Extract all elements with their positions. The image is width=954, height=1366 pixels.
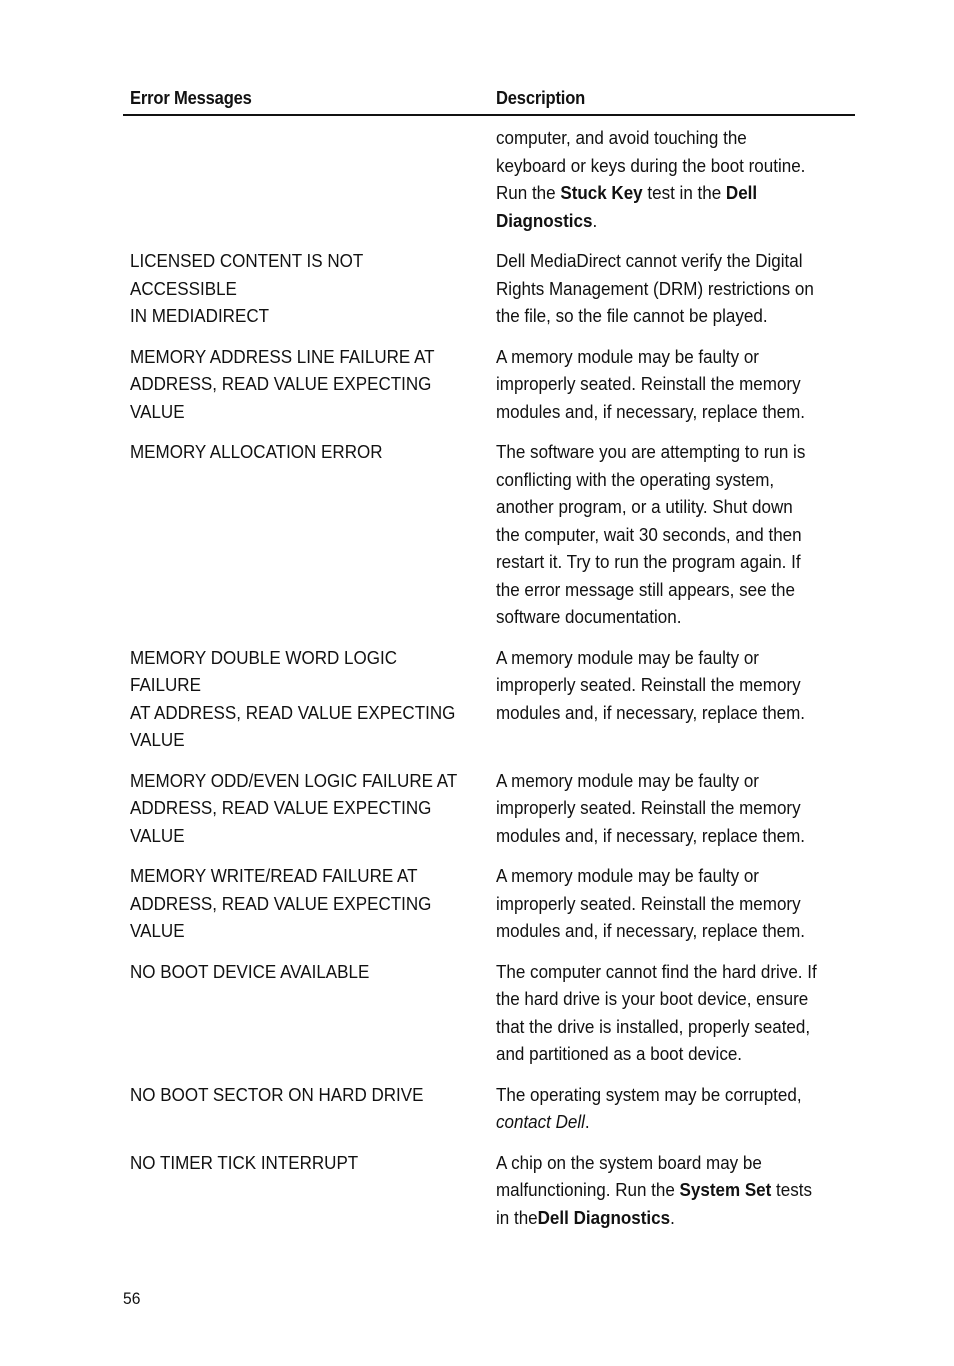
description-text: . <box>670 1206 675 1228</box>
description-text: tests in the <box>496 1179 813 1228</box>
error-message-cell: NO BOOT SECTOR ON HARD DRIVE <box>130 1083 424 1105</box>
header-cell-error-messages <box>123 84 489 114</box>
table-row <box>123 1149 855 1232</box>
table-header-row <box>123 84 855 116</box>
description-bold-text: Stuck Key <box>560 182 643 203</box>
description-cell <box>496 1149 826 1232</box>
description-cell <box>496 862 826 945</box>
error-message-cell: MEMORY ALLOCATION ERROR <box>130 441 383 462</box>
description-text: A chip on the system board may be malfunctioning. Run the <box>496 1151 762 1200</box>
table-row <box>123 862 855 945</box>
table-body <box>123 116 855 1231</box>
table-row <box>123 247 855 330</box>
error-messages-table <box>123 84 855 1244</box>
description-cell <box>496 958 826 1068</box>
description-text: computer, and avoid touching the keyboard or keys during the boot routine. Run the <box>496 127 806 203</box>
error-message-cell: NO BOOT DEVICE AVAILABLE <box>130 960 370 982</box>
description-cell <box>496 1081 826 1136</box>
description-text: The operating system may be corrupted, <box>496 1083 802 1105</box>
description-bold-text: System Set <box>679 1179 772 1200</box>
description-cell <box>496 247 826 330</box>
table-row <box>123 124 855 234</box>
description-text: test in the <box>642 182 726 203</box>
header-label-description: Description <box>496 88 586 108</box>
description-cell <box>496 767 826 850</box>
table-row <box>123 767 855 850</box>
description-text: A memory module may be faulty or improperly seated. Reinstall the memory modules and, if necessary, replace them. <box>496 769 806 846</box>
error-message-cell: MEMORY ADDRESS LINE FAILURE AT ADDRESS, READ VALUE EXPECTING VALUE <box>130 345 435 422</box>
description-text: A memory module may be faulty or improperly seated. Reinstall the memory modules and, if necessary, replace them. <box>496 646 806 723</box>
error-message-cell: MEMORY WRITE/READ FAILURE AT ADDRESS, READ VALUE EXPECTING VALUE <box>130 865 432 941</box>
description-text: . <box>584 1111 590 1132</box>
error-message-cell: MEMORY ODD/EVEN LOGIC FAILURE AT ADDRESS, READ VALUE EXPECTING VALUE <box>130 769 458 846</box>
error-message-cell: NO TIMER TICK INTERRUPT <box>130 1151 359 1173</box>
description-cell <box>496 438 826 631</box>
error-message-cell: MEMORY DOUBLE WORD LOGIC FAILURE AT ADDRESS, READ VALUE EXPECTING VALUE <box>130 646 456 750</box>
description-text: A memory module may be faulty or improperly seated. Reinstall the memory modules and, if necessary, replace them. <box>496 865 806 941</box>
description-bold-text: Dell Diagnostics <box>496 182 758 231</box>
description-bold-text: Dell Diagnostics <box>537 1206 671 1228</box>
description-cell <box>496 644 826 727</box>
description-text: A memory module may be faulty or improperly seated. Reinstall the memory modules and, if necessary, replace them. <box>496 345 806 422</box>
description-text: The computer cannot find the hard drive. If the hard drive is your boot device, ensure that the drive is installed, properly seated, and partitioned as a boot device. <box>496 960 817 1064</box>
description-cell <box>496 343 826 426</box>
header-label-error-messages: Error Messages <box>130 88 252 108</box>
description-text: . <box>592 209 598 231</box>
table-row <box>123 958 855 1068</box>
description-cell <box>496 124 826 234</box>
header-cell-description <box>489 84 855 114</box>
error-message-cell: LICENSED CONTENT IS NOT ACCESSIBLE IN MEDIADIRECT <box>130 250 363 326</box>
contact-dell-text: contact Dell <box>496 1111 585 1132</box>
table-row <box>123 438 855 631</box>
description-text: Dell MediaDirect cannot verify the Digital Rights Management (DRM) restrictions on the file, so the file cannot be played. <box>496 250 814 326</box>
table-row <box>123 1081 855 1136</box>
table-row <box>123 343 855 426</box>
page-number: 56 <box>123 1289 141 1308</box>
description-text: The software you are attempting to run is conflicting with the operating system, another program, or a utility. Shut down the computer, wait 30 seconds, and then restart it. Try to run the program again. If the error message still appears, see the software documentation. <box>496 441 806 627</box>
table-row <box>123 644 855 754</box>
